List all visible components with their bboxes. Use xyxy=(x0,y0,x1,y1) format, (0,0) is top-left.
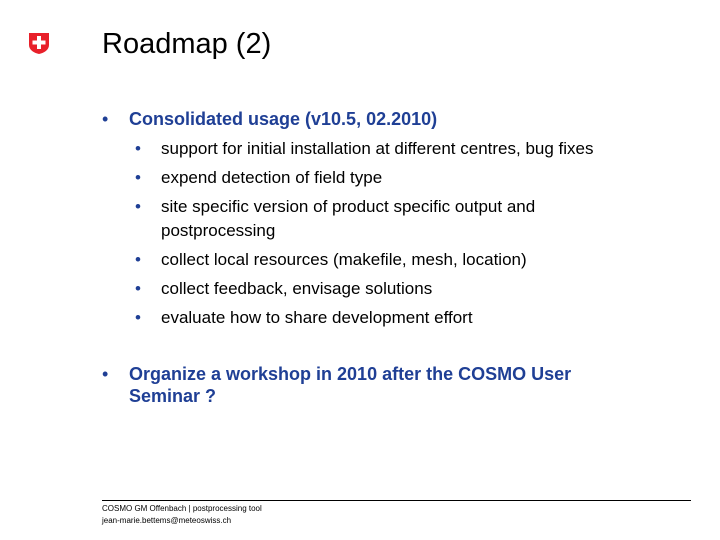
sub-bullet-item xyxy=(135,166,695,190)
bullet-text: Organize a workshop in 2010 after the COSMO User Seminar ? xyxy=(129,364,572,406)
sub-bullet-text: site specific version of product specific output and postprocessing xyxy=(161,197,536,240)
bullet-dot: • xyxy=(135,279,141,298)
sub-bullet-text: collect local resources (makefile, mesh, location) xyxy=(161,250,527,269)
sub-bullet-text: evaluate how to share development effort xyxy=(161,308,473,327)
sub-bullet-item xyxy=(135,306,695,330)
bullet-dot: • xyxy=(135,168,141,187)
bullet-dot: • xyxy=(135,197,141,216)
sub-bullet-item xyxy=(135,277,695,301)
footer-email: jean-marie.bettems@meteoswiss.ch xyxy=(102,516,232,525)
footer xyxy=(102,503,262,527)
sub-bullet-text: support for initial installation at different centres, bug fixes xyxy=(161,139,594,158)
sub-bullet-text: collect feedback, envisage solutions xyxy=(161,279,433,298)
bullet-dot: • xyxy=(135,139,141,158)
sub-bullet-list xyxy=(135,137,695,335)
bullet-text: Consolidated usage (v10.5, 02.2010) xyxy=(129,109,438,129)
sub-bullet-item xyxy=(135,137,695,161)
swiss-cross-icon xyxy=(27,31,51,55)
bullet-consolidated-usage xyxy=(102,108,662,130)
bullet-dot: • xyxy=(135,308,141,327)
footer-divider xyxy=(102,500,691,501)
slide-title: Roadmap (2) xyxy=(102,28,272,60)
sub-bullet-text: expend detection of field type xyxy=(161,168,383,187)
sub-bullet-item xyxy=(135,248,695,272)
sub-bullet-item xyxy=(135,195,695,243)
bullet-dot: • xyxy=(102,109,109,129)
bullet-dot: • xyxy=(135,250,141,269)
bullet-organize-workshop xyxy=(102,363,642,407)
footer-line-1: COSMO GM Offenbach | postprocessing tool xyxy=(102,504,262,513)
bullet-dot: • xyxy=(102,364,109,384)
